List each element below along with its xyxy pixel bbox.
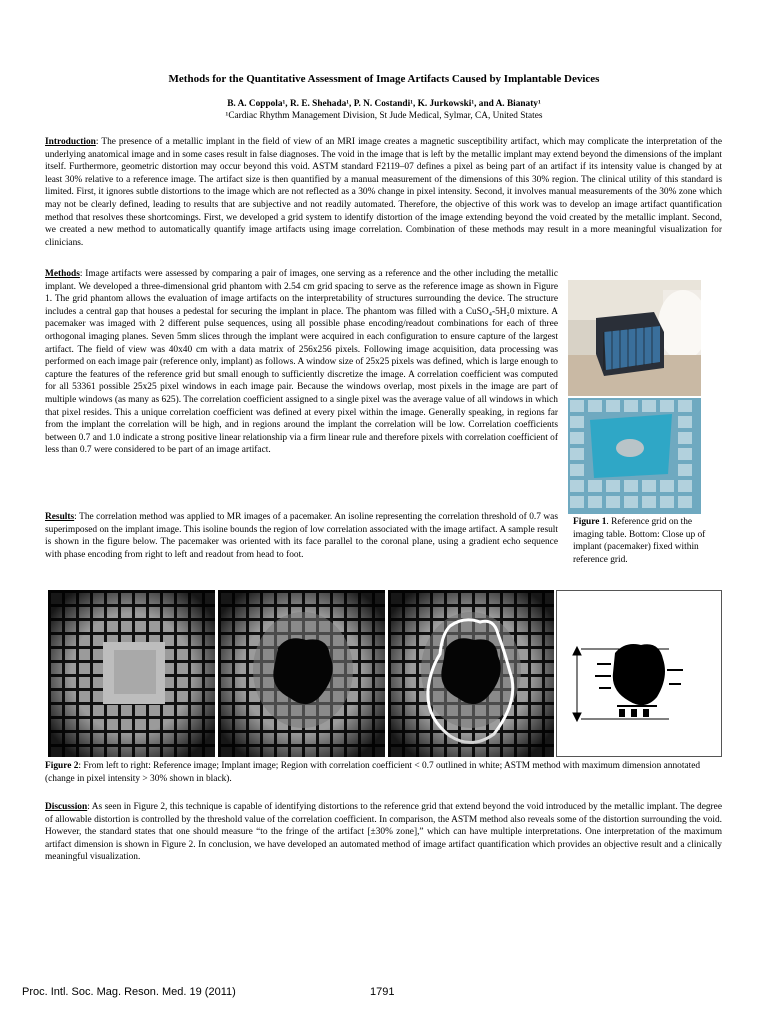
figure2-caption	[45, 760, 722, 785]
figure2-astm-image	[556, 590, 722, 757]
affiliation: ¹Cardiac Rhythm Management Division, St Jude Medical, Sylmar, CA, United States	[225, 111, 543, 121]
results-text: : The correlation method was applied to MR images of a pacemaker. An isoline representing the correlation threshold of 0.7 was superimposed on the implant image. This isoline bounds the region of low correlation associated with the image artifact. A sample result is shown in the figure below. The pacemaker was oriented with its face parallel to the coronal plane, using a gradient echo sequence with phase encoding from right to left and readout from head to foot.	[45, 512, 558, 560]
results-heading: Results	[45, 512, 75, 522]
methods-heading: Methods	[45, 269, 80, 279]
figure1-caption	[573, 516, 708, 566]
footer-journal: Proc. Intl. Soc. Mag. Reson. Med. 19 (2011)	[22, 986, 236, 998]
figure2-reference-image	[48, 590, 215, 757]
footer-page-number: 1791	[370, 986, 395, 998]
intro-text: : The presence of a metallic implant in the field of view of an MRI image creates a magnetic susceptibility artifact, which may complicate the interpretation of the underlying anatomical image and in some cases result in false diagnoses. The void in the image that is left by the metallic implant may extend beyond the dimensions of the implant itself. Furthermore, geometric distortion may occur beyond this void. ASTM standard F2119–07 defines a pixel as being part of an artifact if its intensity value is changed by at least 30% relative to a reference image. The artifact size is then quantified by a manual measurement of the dimensions of this 30% region. The clinical utility of this standard is limited. First, it ignores subtle distortions to the image which are not reflected as a 30% change in pixel intensity. Second, it involves manual measurements of the 30% zone which may not be clearly defined, leading to results that are subjective and not readily automated. Therefore, the objective of this work was to develop an image artifact quantification method that resolves these shortcomings. First, we developed a grid system to identify distortion of the image extending beyond the void created by the metallic implant. Second, we created a new method to automatically quantify image artifacts using image correlation. Combination of these methods may result in a more meaningful visualization for clinicians.	[45, 137, 722, 248]
intro-heading: Introduction	[45, 137, 96, 147]
author-list: B. A. Coppola¹, R. E. Shehada¹, P. N. Costandi¹, K. Jurkowski¹, and A. Bianaty¹	[227, 99, 541, 109]
methods-text: : Image artifacts were assessed by comparing a pair of images, one serving as a reference and the other including the metallic implant. We developed a three-dimensional grid phantom with 2.54 cm grid spacing to serve as the reference image as shown in Figure 1. The grid phantom allows the evaluation of image artifacts on the interpretability of structures surrounding the device. The structure includes a central gap that houses a pedestal for securing the implant in place. The phantom was filled with a CuSO₄-5H₂0 mixture. A pacemaker was imaged with 2 different pulse sequences, using all possible phase encoding/readout combinations for each of three orthogonal imaging planes. Seven 5mm slices through the implant were acquired in each configuration to ensure capture of the largest artifact. The field of view was 40x40 cm with a data matrix of 256x256 pixels. Following image acquisition, data processing was performed on each image pair (reference only, implant) as follows. A window size of 25x25 pixels was defined, which is large enough to capture the features of the reference grid but small enough to sufficiently discretize the image. A correlation coefficient was computed for all 53361 possible 25x25 pixel windows in each image pair. Because the windows overlap, most pixels in the image are part of multiple windows (as many as 625). The correlation coefficient assigned to a single pixel was the average value of all windows in which that pixel resides. This a unique correlation coefficient was defined at every pixel within the image. Generally speaking, in regions far from the implant the correlation will be high, and in regions around the implant the correlation will be low. Correlation coefficients between 0.7 and 1.0 indicate a strong positive linear relationship via a firm linear rule and therefore pixels with correlation coefficient of less than 0.7 were considered to be part of an image artifact.	[45, 269, 558, 456]
discussion-text: : As seen in Figure 2, this technique is capable of identifying distortions to the reference grid that extend beyond the void introduced by the metallic implant. The degree of allowable distortion is controlled by the threshold value of the correlation coefficient. In comparison, the ASTM method also reveals some of the distortion surrounding the void. However, the standard states that one should measure “to the fringe of the artifact [±30% zone],” which can have multiple interpretations. One interpretation of the maximum artifact dimension is shown in Figure 2. In conclusion, we have developed an automated method of image artifact quantification which provides an objective result and a clinically meaningful visualization.	[45, 802, 722, 863]
methods-paragraph	[45, 268, 558, 457]
figure2-implant-image	[218, 590, 385, 757]
figure1-label: Figure 1	[573, 517, 607, 527]
figure2-correlation-image	[388, 590, 554, 757]
discussion-heading: Discussion	[45, 802, 88, 812]
intro-paragraph	[45, 136, 722, 249]
discussion-paragraph	[45, 801, 722, 864]
figure2-label: Figure 2	[45, 761, 79, 771]
figure1-photo-top	[568, 280, 701, 396]
figure2-text: : From left to right: Reference image; Implant image; Region with correlation coefficient < 0.7 outlined in white; ASTM method with maximum dimension annotated (change in pixel intensity > 30% shown in black).	[45, 761, 701, 784]
paper-title: Methods for the Quantitative Assessment of Image Artifacts Caused by Implantable Devices	[168, 73, 600, 85]
results-paragraph	[45, 511, 558, 561]
figure1-text: . Reference grid on the imaging table. Bottom: Close up of implant (pacemaker) fixed within reference grid.	[573, 517, 706, 565]
figure1-photo-bottom	[568, 398, 701, 514]
